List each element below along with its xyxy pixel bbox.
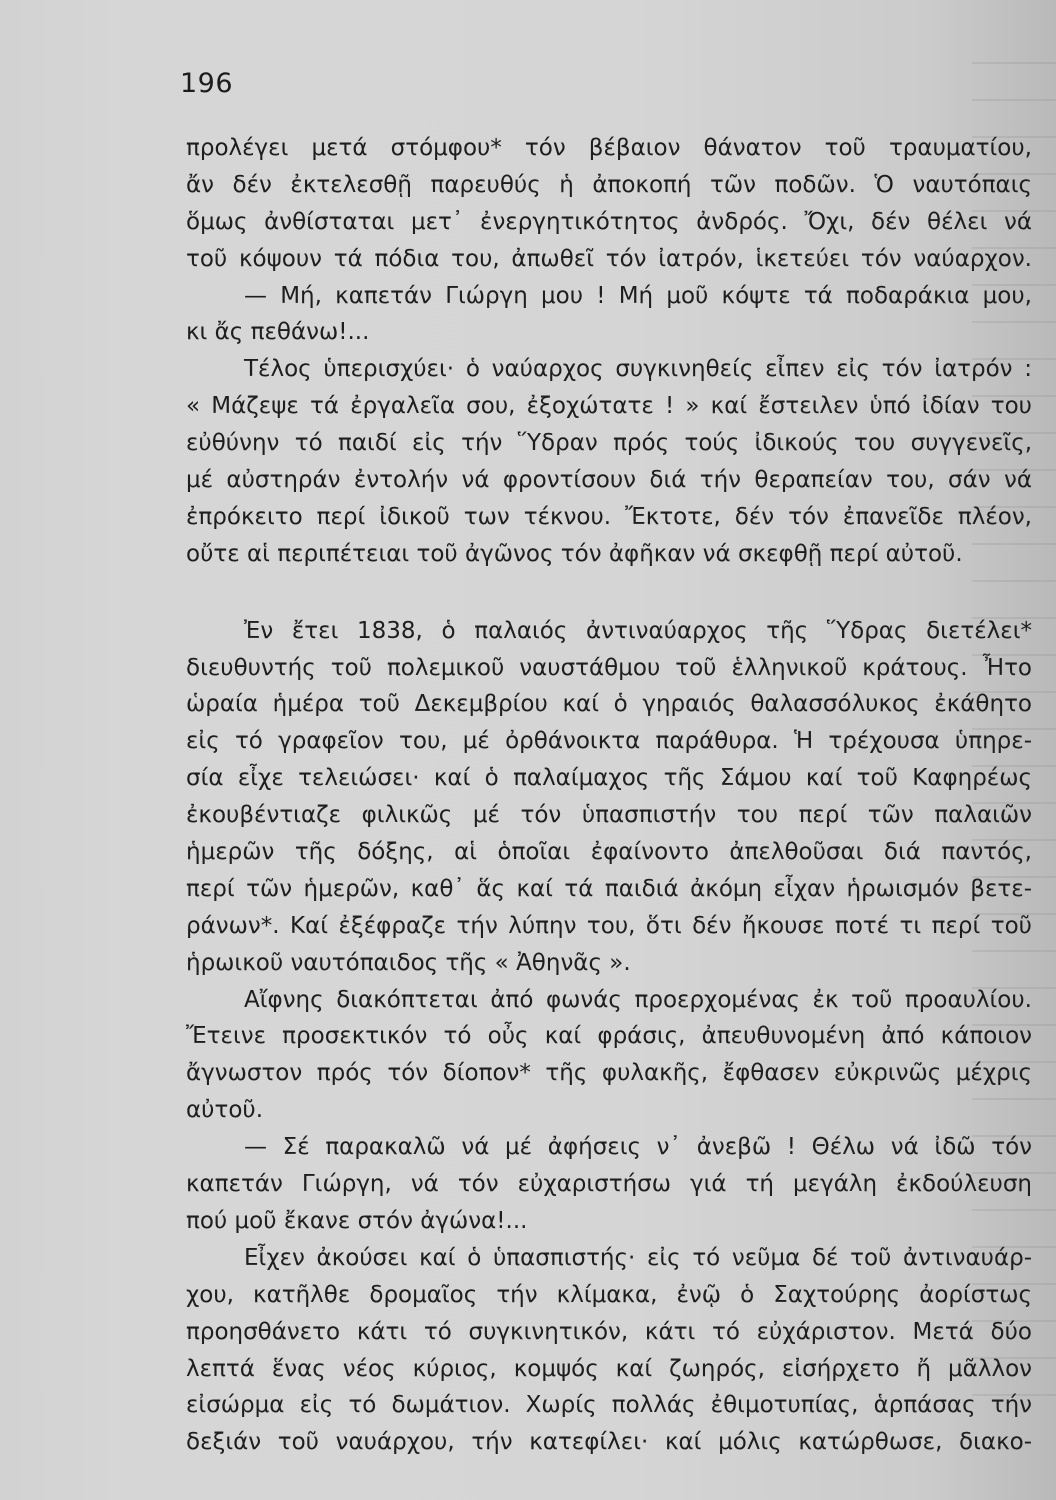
text-line: προησθάνετο κάτι τό συγκινητικόν, κάτι τό εὐχάριστον. Μετά δύο xyxy=(186,1318,1032,1345)
body-text xyxy=(186,130,1032,1461)
text-line: Αἴφνης διακόπτεται ἀπό φωνάς προερχομένας ἐκ τοῦ προαυλίου. xyxy=(244,986,1032,1013)
text-line: μέ αὐστηράν ἐντολήν νά φροντίσουν διά τήν θεραπείαν του, σάν νά xyxy=(186,467,1032,494)
text-line: εἰς τό γραφεῖον του, μέ ὀρθάνοικτα παράθυρα. Ἡ τρέχουσα ὑπηρε- xyxy=(186,728,1032,755)
text-line: οὔτε αἱ περιπέτειαι τοῦ ἀγῶνος τόν ἀφῆκαν νά σκεφθῇ περί αὐτοῦ. xyxy=(186,540,963,567)
text-line: κι ἄς πεθάνω!... xyxy=(186,319,370,346)
text-line: Τέλος ὑπερισχύει· ὁ ναύαρχος συγκινηθείς εἶπεν εἰς τόν ἰατρόν : xyxy=(244,356,1032,383)
text-line: ἡρωικοῦ ναυτόπαιδος τῆς « Ἀθηνᾶς ». xyxy=(186,949,631,976)
text-line: σία εἶχε τελειώσει· καί ὁ παλαίμαχος τῆς Σάμου καί τοῦ Καφηρέως xyxy=(186,765,1032,792)
text-line: ὡραία ἡμέρα τοῦ Δεκεμβρίου καί ὁ γηραιός θαλασσόλυκος ἐκάθητο xyxy=(186,691,1032,718)
text-line: ὅμως ἀνθίσταται μετ᾿ ἐνεργητικότητος ἀνδρός. Ὄχι, δέν θέλει νά xyxy=(186,208,1032,235)
text-line: προλέγει μετά στόμφου* τόν βέβαιον θάνατον τοῦ τραυματίου, xyxy=(186,135,1032,161)
text-line: « Μάζεψε τά ἐργαλεῖα σου, ἐξοχώτατε ! » καί ἔστειλεν ὑπό ἰδίαν του xyxy=(186,393,1032,420)
text-line: περί τῶν ἡμερῶν, καθ᾿ ἅς καί τά παιδιά ἀκόμη εἶχαν ἡρωισμόν βετε- xyxy=(186,875,1032,902)
text-line: πού μοῦ ἔκανε στόν ἀγώνα!... xyxy=(186,1207,528,1234)
text-line: τοῦ κόψουν τά πόδια του, ἀπωθεῖ τόν ἰατρόν, ἱκετεύει τόν ναύαρχον. xyxy=(186,245,1032,272)
text-line: ράνων*. Καί ἐξέφραζε τήν λύπην του, ὅτι δέν ἤκουσε ποτέ τι περί τοῦ xyxy=(186,912,1032,939)
text-line: δεξιάν τοῦ ναυάρχου, τήν κατεφίλει· καί μόλις κατώρθωσε, διακο- xyxy=(186,1429,1032,1456)
text-line: ἄγνωστον πρός τόν δίοπον* τῆς φυλακῆς, ἔφθασεν εὐκρινῶς μέχρις xyxy=(186,1060,1032,1087)
text-line: ἄν δέν ἐκτελεσθῇ παρευθύς ἡ ἀποκοπή τῶν ποδῶν. Ὁ ναυτόπαις xyxy=(186,171,1032,198)
text-line: ἐκουβέντιαζε φιλικῶς μέ τόν ὑπασπιστήν του περί τῶν παλαιῶν xyxy=(186,802,1032,829)
text-line: χου, κατῆλθε δρομαῖος τήν κλίμακα, ἐνῷ ὁ Σαχτούρης ἀορίστως xyxy=(186,1281,1032,1308)
text-line: — Μή, καπετάν Γιώργη μου ! Μή μοῦ κόψτε τά ποδαράκια μου, xyxy=(244,282,1032,309)
text-line: ἡμερῶν τῆς δόξης, αἱ ὁποῖαι ἐφαίνοντο ἀπελθοῦσαι διά παντός, xyxy=(186,839,1032,866)
paragraph-gap xyxy=(186,573,1032,613)
text-line: Εἶχεν ἀκούσει καί ὁ ὑπασπιστής· εἰς τό νεῦμα δέ τοῦ ἀντιναυάρ- xyxy=(244,1244,1032,1271)
text-line: ἐπρόκειτο περί ἰδικοῦ των τέκνου. Ἔκτοτε, δέν τόν ἐπανεῖδε πλέον, xyxy=(186,503,1032,530)
text-line: διευθυντής τοῦ πολεμικοῦ ναυστάθμου τοῦ ἑλληνικοῦ κράτους. Ἦτο xyxy=(186,654,1032,681)
text-line: εἰσώρμα εἰς τό δωμάτιον. Χωρίς πολλάς ἐθιμοτυπίας, ἁρπάσας τήν xyxy=(186,1392,1032,1419)
page-number: 196 xyxy=(180,68,234,99)
text-line: εὐθύνην τό παιδί εἰς τήν Ὕδραν πρός τούς ἰδικούς του συγγενεῖς, xyxy=(186,430,1032,457)
text-line: Ἔτεινε προσεκτικόν τό οὖς καί φράσις, ἀπευθυνομένη ἀπό κάποιον xyxy=(186,1023,1032,1050)
text-line: καπετάν Γιώργη, νά τόν εὐχαριστήσω γιά τή μεγάλη ἐκδούλευση xyxy=(186,1171,1032,1198)
text-line: αὐτοῦ. xyxy=(186,1097,264,1124)
text-line: λεπτά ἕνας νέος κύριος, κομψός καί ζωηρός, εἰσήρχετο ἤ μᾶλλον xyxy=(186,1355,1032,1382)
text-line: — Σέ παρακαλῶ νά μέ ἀφήσεις ν᾿ ἀνεβῶ ! Θέλω νά ἰδῶ τόν xyxy=(244,1134,1032,1161)
text-line: Ἐν ἔτει 1838, ὁ παλαιός ἀντιναύαρχος τῆς Ὕδρας διετέλει* xyxy=(244,617,1032,644)
